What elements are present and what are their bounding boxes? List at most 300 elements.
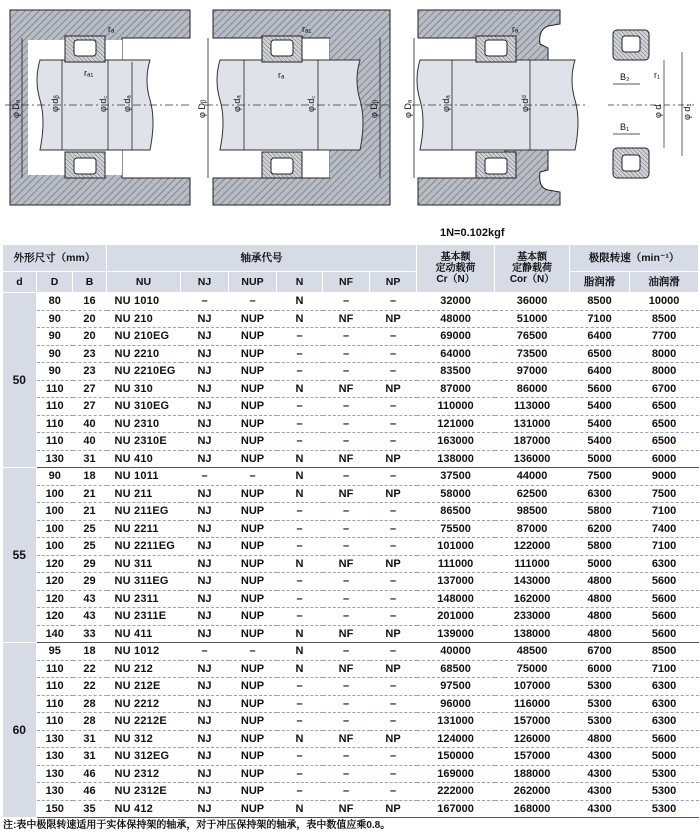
cell-model-nup: NUP [229, 678, 277, 696]
cell-cr: 131000 [417, 713, 495, 731]
label-ra-fig2: rₐ [278, 70, 285, 80]
cell-model-nup: NUP [229, 310, 277, 328]
cell-B: 29 [73, 555, 107, 573]
cell-B: 43 [73, 608, 107, 626]
table-row [3, 520, 699, 538]
cell-speed-oil: 7700 [630, 328, 699, 346]
cell-cor: 131000 [495, 415, 570, 433]
cell-model-nj: NJ [181, 485, 229, 503]
cell-model-np: NP [370, 660, 417, 678]
cell-cor: 62500 [495, 485, 570, 503]
label-B2: B₂ [620, 72, 630, 82]
label-dd-fig3: φ dᵈ [520, 95, 530, 112]
bore-diameter-cell: 55 [3, 468, 37, 643]
cell-model-nup: NUP [229, 590, 277, 608]
cell-B: 23 [73, 363, 107, 381]
header-nup: NUP [229, 272, 277, 293]
cell-D: 110 [37, 713, 73, 731]
cell-cr: 150000 [417, 748, 495, 766]
cell-D: 100 [37, 520, 73, 538]
cell-model-n: – [277, 520, 323, 538]
cell-cr: 111000 [417, 555, 495, 573]
cell-model-nup: NUP [229, 783, 277, 801]
cell-model-np: – [370, 608, 417, 626]
cell-model-n: – [277, 363, 323, 381]
cell-model-np: – [370, 363, 417, 381]
cell-B: 25 [73, 538, 107, 556]
cell-B: 18 [73, 468, 107, 486]
cell-model-n: N [277, 485, 323, 503]
cell-cr: 167000 [417, 800, 495, 818]
cell-model-nj: NJ [181, 783, 229, 801]
cell-speed-grease: 4800 [570, 625, 630, 643]
cell-model-nj: NJ [181, 590, 229, 608]
cell-model-nu: NU 2312E [107, 783, 181, 801]
label-da-fig2: φ dₐ [232, 95, 242, 112]
cell-model-np: – [370, 468, 417, 486]
cell-speed-oil: 6500 [630, 398, 699, 416]
cell-D: 110 [37, 415, 73, 433]
cell-model-nu: NU 212 [107, 660, 181, 678]
cell-model-n: – [277, 328, 323, 346]
cell-D: 130 [37, 450, 73, 468]
cell-model-nup: NUP [229, 450, 277, 468]
cell-model-nup: NUP [229, 625, 277, 643]
cell-speed-oil: 6500 [630, 415, 699, 433]
cell-cor: 51000 [495, 310, 570, 328]
cell-cr: 201000 [417, 608, 495, 626]
cell-model-np: – [370, 573, 417, 591]
cell-cr: 139000 [417, 625, 495, 643]
cell-cr: 110000 [417, 398, 495, 416]
cell-model-nf: – [323, 748, 370, 766]
cell-cor: 157000 [495, 748, 570, 766]
cell-model-n: – [277, 765, 323, 783]
cell-model-np: NP [370, 625, 417, 643]
table-row [3, 485, 699, 503]
cell-model-nj: NJ [181, 345, 229, 363]
cell-speed-oil: 7100 [630, 660, 699, 678]
cell-speed-grease: 6500 [570, 345, 630, 363]
cell-model-n: – [277, 415, 323, 433]
cell-model-np: – [370, 695, 417, 713]
cell-model-nf: – [323, 590, 370, 608]
cell-model-nf: – [323, 503, 370, 521]
cell-B: 23 [73, 345, 107, 363]
cell-model-nj: NJ [181, 660, 229, 678]
cell-model-nup: NUP [229, 433, 277, 451]
cell-model-nj: NJ [181, 730, 229, 748]
cell-model-nup: NUP [229, 660, 277, 678]
cell-cor: 187000 [495, 433, 570, 451]
cell-model-nu: NU 2210EG [107, 363, 181, 381]
cell-cor: 98500 [495, 503, 570, 521]
table-row [3, 625, 699, 643]
cell-cr: 64000 [417, 345, 495, 363]
cell-model-nf: – [323, 363, 370, 381]
cell-model-np: NP [370, 730, 417, 748]
label-Db-left: φ Dᵦ [197, 99, 207, 118]
cell-model-nf: – [323, 678, 370, 696]
cell-model-n: – [277, 783, 323, 801]
cell-model-np: – [370, 748, 417, 766]
cell-model-n: – [277, 573, 323, 591]
cell-speed-oil: 6000 [630, 450, 699, 468]
cell-cor: 122000 [495, 538, 570, 556]
cell-model-nj: NJ [181, 538, 229, 556]
cell-speed-grease: 5400 [570, 433, 630, 451]
cell-cor: 233000 [495, 608, 570, 626]
label-d1-fig4: φ d₁ [682, 103, 692, 120]
cell-D: 130 [37, 765, 73, 783]
cell-model-nf: – [323, 643, 370, 661]
cell-speed-oil: 6300 [630, 555, 699, 573]
header-nf: NF [323, 272, 370, 293]
cell-model-nf: – [323, 783, 370, 801]
header-nu: NU [107, 272, 181, 293]
cell-speed-oil: 5600 [630, 608, 699, 626]
cell-D: 110 [37, 695, 73, 713]
cell-cr: 138000 [417, 450, 495, 468]
cell-model-nj: NJ [181, 555, 229, 573]
table-row [3, 503, 699, 521]
cell-D: 120 [37, 555, 73, 573]
cell-cor: 116000 [495, 695, 570, 713]
cell-model-nup: NUP [229, 573, 277, 591]
cell-model-nu: NU 2310 [107, 415, 181, 433]
cell-model-n: N [277, 293, 323, 311]
header-nj: NJ [181, 272, 229, 293]
cell-speed-oil: 6500 [630, 433, 699, 451]
cell-model-nu: NU 2211 [107, 520, 181, 538]
cell-model-nj: NJ [181, 713, 229, 731]
table-row [3, 310, 699, 328]
bore-diameter-cell: 60 [3, 643, 37, 818]
cell-speed-oil: 5600 [630, 730, 699, 748]
cell-model-n: – [277, 608, 323, 626]
cell-model-np: – [370, 643, 417, 661]
header-grease: 脂润滑 [570, 272, 630, 293]
cell-model-nup: NUP [229, 730, 277, 748]
cell-model-nj: NJ [181, 450, 229, 468]
cell-B: 22 [73, 660, 107, 678]
cell-cr: 137000 [417, 573, 495, 591]
cell-model-nup: NUP [229, 765, 277, 783]
cell-model-nj: NJ [181, 380, 229, 398]
table-row [3, 678, 699, 696]
cell-cor: 87000 [495, 520, 570, 538]
cell-model-n: – [277, 503, 323, 521]
cell-model-nu: NU 310EG [107, 398, 181, 416]
cell-cr: 97500 [417, 678, 495, 696]
label-d-fig4: φ d [653, 104, 663, 118]
cell-D: 110 [37, 433, 73, 451]
cell-model-nj: NJ [181, 608, 229, 626]
cell-model-nup: NUP [229, 713, 277, 731]
cell-model-nf: – [323, 293, 370, 311]
cell-model-nj: NJ [181, 625, 229, 643]
cell-cor: 162000 [495, 590, 570, 608]
cell-model-nj: NJ [181, 415, 229, 433]
bearing-spec-table [2, 244, 699, 818]
cell-speed-grease: 6400 [570, 363, 630, 381]
table-row [3, 380, 699, 398]
cell-model-n: N [277, 450, 323, 468]
table-row [3, 590, 699, 608]
cell-model-nup: NUP [229, 398, 277, 416]
cell-model-nu: NU 2312 [107, 765, 181, 783]
table-row [3, 555, 699, 573]
cell-speed-grease: 5300 [570, 713, 630, 731]
cell-speed-oil: 5300 [630, 765, 699, 783]
cell-model-nup: NUP [229, 748, 277, 766]
cell-model-n: N [277, 643, 323, 661]
cell-D: 90 [37, 363, 73, 381]
header-n: N [277, 272, 323, 293]
cell-model-nj: NJ [181, 503, 229, 521]
cell-model-np: – [370, 398, 417, 416]
header-bearing-code: 轴承代号 [107, 245, 417, 272]
cell-B: 25 [73, 520, 107, 538]
cell-model-n: – [277, 590, 323, 608]
footnote: 注:表中极限转速适用于实体保持架的轴承，对于冲压保持架的轴承，表中数值应乘0.8。 [3, 820, 391, 831]
cell-model-nj: NJ [181, 800, 229, 818]
cell-model-nf: – [323, 573, 370, 591]
cell-speed-grease: 4800 [570, 573, 630, 591]
table-row [3, 398, 699, 416]
unit-note: 1N=0.102kgf [440, 227, 505, 239]
cell-cr: 124000 [417, 730, 495, 748]
cell-speed-grease: 6700 [570, 643, 630, 661]
cell-model-nu: NU 2311E [107, 608, 181, 626]
cell-B: 33 [73, 625, 107, 643]
cell-model-nup: NUP [229, 695, 277, 713]
cell-B: 31 [73, 450, 107, 468]
cell-model-nu: NU 2211EG [107, 538, 181, 556]
cell-model-nup: NUP [229, 503, 277, 521]
cell-model-np: – [370, 328, 417, 346]
cell-cr: 68500 [417, 660, 495, 678]
cell-B: 20 [73, 310, 107, 328]
cell-model-nup: NUP [229, 555, 277, 573]
header-oil: 油润滑 [630, 272, 699, 293]
cell-cr: 75500 [417, 520, 495, 538]
cell-cr: 121000 [417, 415, 495, 433]
cell-model-nf: NF [323, 555, 370, 573]
cell-cor: 86000 [495, 380, 570, 398]
cell-model-nf: – [323, 608, 370, 626]
cell-model-nf: – [323, 398, 370, 416]
cell-speed-oil: 5300 [630, 783, 699, 801]
table-row [3, 345, 699, 363]
cell-model-nf: NF [323, 310, 370, 328]
cell-speed-oil: 8500 [630, 643, 699, 661]
label-Da-fig3: φ Dₐ [403, 99, 413, 118]
cell-speed-grease: 5300 [570, 678, 630, 696]
cell-B: 21 [73, 503, 107, 521]
cell-cor: 97000 [495, 363, 570, 381]
header-speed-limit: 极限转速（min⁻¹） [570, 245, 699, 272]
cell-cor: 168000 [495, 800, 570, 818]
cell-model-nf: NF [323, 380, 370, 398]
cell-model-nf: – [323, 695, 370, 713]
cell-model-nj: NJ [181, 433, 229, 451]
diagram-2 [197, 10, 392, 205]
cell-model-nf: – [323, 433, 370, 451]
cell-speed-oil: 7100 [630, 503, 699, 521]
cell-cor: 143000 [495, 573, 570, 591]
cell-model-nup: – [229, 468, 277, 486]
cell-speed-oil: 5600 [630, 573, 699, 591]
table-row [3, 450, 699, 468]
cell-model-nf: – [323, 345, 370, 363]
diagram-4 [608, 30, 694, 178]
cell-D: 130 [37, 783, 73, 801]
cell-speed-grease: 5300 [570, 695, 630, 713]
cell-model-nf: – [323, 538, 370, 556]
cell-B: 28 [73, 695, 107, 713]
cell-D: 100 [37, 485, 73, 503]
cell-model-nu: NU 312EG [107, 748, 181, 766]
cell-model-nj: NJ [181, 695, 229, 713]
cell-model-n: – [277, 433, 323, 451]
cell-speed-grease: 4800 [570, 730, 630, 748]
cell-model-nu: NU 2310E [107, 433, 181, 451]
diagram-3 [403, 10, 588, 205]
table-body [3, 293, 699, 818]
cell-model-nup: – [229, 643, 277, 661]
cell-model-n: N [277, 660, 323, 678]
cell-model-np: – [370, 538, 417, 556]
cell-speed-oil: 7500 [630, 485, 699, 503]
cell-D: 110 [37, 398, 73, 416]
cell-speed-grease: 4800 [570, 590, 630, 608]
cell-cor: 126000 [495, 730, 570, 748]
header-dynamic-load: 基本额 定动载荷 Cr（N） [417, 245, 495, 293]
cell-model-nf: – [323, 713, 370, 731]
cell-cor: 44000 [495, 468, 570, 486]
header-D: D [37, 272, 73, 293]
table-row [3, 765, 699, 783]
cell-model-nf: NF [323, 485, 370, 503]
cell-cor: 138000 [495, 625, 570, 643]
cell-speed-grease: 4300 [570, 783, 630, 801]
cell-model-nup: NUP [229, 380, 277, 398]
cell-model-nu: NU 310 [107, 380, 181, 398]
label-B1: B₁ [620, 122, 630, 132]
table-row [3, 468, 699, 486]
cell-model-nu: NU 1012 [107, 643, 181, 661]
label-ra1: rₐ₁ [84, 68, 94, 78]
cell-cr: 169000 [417, 765, 495, 783]
cell-D: 90 [37, 345, 73, 363]
cell-model-nup: NUP [229, 520, 277, 538]
cell-speed-grease: 7100 [570, 310, 630, 328]
cell-model-np: – [370, 293, 417, 311]
cell-B: 31 [73, 748, 107, 766]
header-np: NP [370, 272, 417, 293]
cell-model-nj: NJ [181, 765, 229, 783]
cell-model-nu: NU 210 [107, 310, 181, 328]
cell-model-nup: NUP [229, 415, 277, 433]
cell-model-nj: NJ [181, 748, 229, 766]
cell-D: 120 [37, 590, 73, 608]
cell-B: 35 [73, 800, 107, 818]
cell-B: 21 [73, 485, 107, 503]
cell-B: 46 [73, 783, 107, 801]
cell-model-nf: – [323, 765, 370, 783]
header-d: d [3, 272, 37, 293]
header-dimensions: 外形尺寸（mm） [3, 245, 107, 272]
label-r1: r₁ [654, 70, 661, 80]
cell-speed-oil: 6300 [630, 678, 699, 696]
header-static-load: 基本额 定静载荷 Cor（N） [495, 245, 570, 293]
cell-model-nu: NU 1010 [107, 293, 181, 311]
cell-D: 110 [37, 678, 73, 696]
cell-B: 27 [73, 380, 107, 398]
cell-model-nf: NF [323, 450, 370, 468]
cell-D: 90 [37, 468, 73, 486]
table-row [3, 800, 699, 818]
cell-model-nu: NU 2210 [107, 345, 181, 363]
table-row [3, 573, 699, 591]
cell-speed-oil: 8000 [630, 345, 699, 363]
cell-D: 110 [37, 380, 73, 398]
cell-model-nup: NUP [229, 800, 277, 818]
cell-B: 18 [73, 643, 107, 661]
cell-cor: 75000 [495, 660, 570, 678]
cell-model-nu: NU 311 [107, 555, 181, 573]
table-row [3, 660, 699, 678]
cell-speed-grease: 5000 [570, 450, 630, 468]
cell-D: 120 [37, 573, 73, 591]
cell-model-np: NP [370, 450, 417, 468]
cell-model-nj: – [181, 643, 229, 661]
cell-cr: 222000 [417, 783, 495, 801]
cell-model-np: – [370, 678, 417, 696]
cell-speed-grease: 5800 [570, 538, 630, 556]
cell-model-nu: NU 411 [107, 625, 181, 643]
cell-model-n: N [277, 468, 323, 486]
bore-diameter-cell: 50 [3, 293, 37, 468]
cell-model-nup: NUP [229, 328, 277, 346]
cell-D: 140 [37, 625, 73, 643]
cell-model-np: – [370, 503, 417, 521]
cell-model-n: N [277, 555, 323, 573]
cell-model-np: – [370, 345, 417, 363]
table-row [3, 433, 699, 451]
cell-model-n: N [277, 380, 323, 398]
cell-speed-grease: 5600 [570, 380, 630, 398]
cell-cr: 87000 [417, 380, 495, 398]
cell-model-nj: NJ [181, 398, 229, 416]
cell-model-np: – [370, 520, 417, 538]
table-row [3, 363, 699, 381]
cell-cor: 113000 [495, 398, 570, 416]
cell-model-np: NP [370, 800, 417, 818]
cell-model-n: – [277, 678, 323, 696]
cell-speed-grease: 4800 [570, 608, 630, 626]
cell-model-n: – [277, 398, 323, 416]
cell-cor: 48500 [495, 643, 570, 661]
cell-model-n: – [277, 713, 323, 731]
cell-cor: 188000 [495, 765, 570, 783]
cell-model-nup: NUP [229, 363, 277, 381]
cell-D: 130 [37, 748, 73, 766]
table-row [3, 695, 699, 713]
cell-cor: 136000 [495, 450, 570, 468]
cell-D: 90 [37, 328, 73, 346]
